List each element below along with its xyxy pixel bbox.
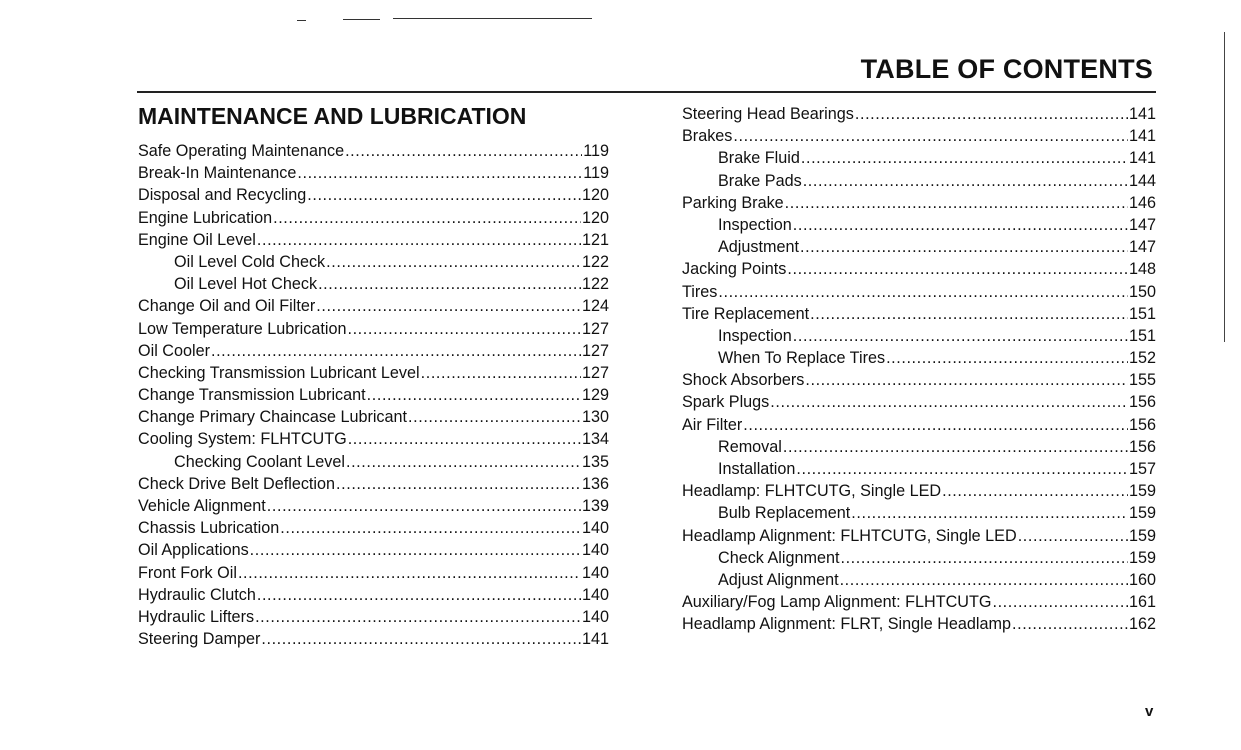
toc-entry[interactable] xyxy=(138,273,609,295)
toc-entry-page: 127 xyxy=(581,319,609,338)
dot-leader xyxy=(992,591,1128,613)
toc-entry[interactable] xyxy=(138,517,609,539)
scan-artifact-line xyxy=(297,20,306,21)
dot-leader xyxy=(796,458,1128,480)
toc-entry-label: Front Fork Oil xyxy=(138,563,237,582)
toc-entry-page: 162 xyxy=(1128,615,1156,634)
toc-entry[interactable] xyxy=(138,384,609,406)
toc-entry-label: Spark Plugs xyxy=(682,393,770,412)
toc-entry-label: Headlamp: FLHTCUTG, Single LED xyxy=(682,482,942,501)
toc-entry-page: 119 xyxy=(583,164,609,183)
toc-entry-label: Vehicle Alignment xyxy=(138,497,266,515)
toc-entry-page: 152 xyxy=(1128,349,1156,368)
dot-leader xyxy=(408,406,581,428)
toc-entry-label: Headlamp Alignment: FLHTCUTG, Single LED xyxy=(682,526,1017,545)
toc-entry-label: Oil Cooler xyxy=(138,341,210,360)
toc-entry[interactable] xyxy=(682,591,1156,613)
toc-entry[interactable] xyxy=(682,125,1156,147)
toc-entry-page: 156 xyxy=(1128,437,1156,456)
toc-entry[interactable] xyxy=(682,613,1156,635)
toc-entry-label: Adjustment xyxy=(718,238,799,257)
toc-entry[interactable] xyxy=(682,480,1156,502)
toc-entry-label: Disposal and Recycling xyxy=(138,186,307,205)
dot-leader xyxy=(793,214,1128,236)
dot-leader xyxy=(855,103,1128,125)
toc-entry[interactable] xyxy=(138,362,609,384)
dot-leader xyxy=(267,495,581,517)
toc-entry[interactable] xyxy=(138,318,609,340)
dot-leader xyxy=(347,318,581,340)
dot-leader xyxy=(787,258,1128,280)
toc-entry[interactable] xyxy=(138,406,609,428)
toc-entry-label: Installation xyxy=(718,460,796,478)
toc-entry-page: 144 xyxy=(1128,171,1156,190)
toc-entry[interactable] xyxy=(682,170,1156,192)
dot-leader xyxy=(318,273,581,295)
toc-entry[interactable] xyxy=(138,473,609,495)
toc-entry-page: 119 xyxy=(583,142,609,160)
toc-entry[interactable] xyxy=(682,236,1156,258)
toc-entry-label: Hydraulic Clutch xyxy=(138,585,256,604)
dot-leader xyxy=(840,569,1128,591)
dot-leader xyxy=(785,192,1128,214)
toc-entry[interactable] xyxy=(138,495,609,517)
toc-entry-page: 140 xyxy=(581,585,609,604)
toc-entry-page: 140 xyxy=(581,541,609,560)
toc-entry[interactable] xyxy=(138,606,609,628)
dot-leader xyxy=(805,369,1128,391)
toc-entry-label: Oil Level Cold Check xyxy=(174,252,326,271)
toc-entry[interactable] xyxy=(138,162,609,184)
toc-entry[interactable] xyxy=(138,207,609,229)
toc-entry-label: Cooling System: FLHTCUTG xyxy=(138,430,347,449)
dot-leader xyxy=(942,480,1128,502)
toc-entry[interactable] xyxy=(682,147,1156,169)
toc-entry-label: Change Primary Chaincase Lubricant xyxy=(138,408,408,427)
toc-entry-page: 134 xyxy=(581,430,609,449)
dot-leader xyxy=(297,162,582,184)
section-title: MAINTENANCE AND LUBRICATION xyxy=(138,103,527,129)
toc-entry[interactable] xyxy=(138,428,609,450)
toc-entry-label: Auxiliary/Fog Lamp Alignment: FLHTCUTG xyxy=(682,593,992,612)
toc-left-column xyxy=(138,140,609,650)
dot-leader xyxy=(250,539,581,561)
dot-leader xyxy=(336,473,581,495)
toc-entry-label: Parking Brake xyxy=(682,193,784,212)
toc-entry[interactable] xyxy=(682,502,1156,524)
toc-entry-label: Engine Lubrication xyxy=(138,208,273,227)
toc-entry-page: 160 xyxy=(1128,570,1156,589)
toc-entry-label: Headlamp Alignment: FLRT, Single Headlamp xyxy=(682,615,1012,634)
header-rule xyxy=(137,91,1156,93)
toc-entry-label: Change Oil and Oil Filter xyxy=(138,297,316,316)
dot-leader xyxy=(803,170,1128,192)
toc-entry-page: 140 xyxy=(581,563,609,582)
toc-entry[interactable] xyxy=(138,184,609,206)
toc-entry[interactable] xyxy=(682,414,1156,436)
toc-entry-page: 159 xyxy=(1128,504,1156,523)
toc-entry-label: Steering Damper xyxy=(138,630,261,649)
dot-leader xyxy=(280,517,581,539)
toc-entry[interactable] xyxy=(682,303,1156,325)
toc-entry-page: 129 xyxy=(581,386,609,405)
toc-entry[interactable] xyxy=(682,214,1156,236)
toc-entry[interactable] xyxy=(682,325,1156,347)
toc-entry-label: Brake Pads xyxy=(718,171,802,190)
toc-entry-page: 141 xyxy=(581,630,609,649)
dot-leader xyxy=(316,295,581,317)
dot-leader xyxy=(718,281,1128,303)
toc-entry-page: 135 xyxy=(581,452,609,471)
page-number: v xyxy=(1145,703,1154,720)
dot-leader xyxy=(770,391,1128,413)
toc-entry-label: Oil Applications xyxy=(138,541,249,560)
dot-leader xyxy=(307,184,581,206)
toc-entry[interactable] xyxy=(682,436,1156,458)
toc-entry[interactable] xyxy=(682,391,1156,413)
toc-entry-page: 161 xyxy=(1128,593,1156,612)
toc-entry-label: Brake Fluid xyxy=(718,149,800,168)
page-edge-line xyxy=(1224,32,1225,342)
dot-leader xyxy=(348,428,581,450)
scan-artifact-line xyxy=(343,19,380,20)
toc-entry-label: Adjust Alignment xyxy=(718,570,839,589)
toc-entry[interactable] xyxy=(682,192,1156,214)
toc-entry[interactable] xyxy=(138,140,609,162)
toc-entry-label: Inspection xyxy=(718,326,792,345)
toc-entry-label: Inspection xyxy=(718,215,792,234)
toc-entry[interactable] xyxy=(682,281,1156,303)
toc-entry-label: Engine Oil Level xyxy=(138,230,256,249)
dot-leader xyxy=(800,236,1128,258)
dot-leader xyxy=(1012,613,1128,635)
dot-leader xyxy=(851,502,1128,524)
toc-entry-page: 141 xyxy=(1128,149,1156,168)
toc-entry[interactable] xyxy=(138,539,609,561)
dot-leader xyxy=(1018,525,1128,547)
toc-entry-page: 159 xyxy=(1128,526,1156,545)
toc-entry[interactable] xyxy=(138,562,609,584)
toc-entry-label: Shock Absorbers xyxy=(682,371,805,390)
dot-leader xyxy=(346,451,581,473)
toc-entry[interactable] xyxy=(138,584,609,606)
toc-entry[interactable] xyxy=(682,569,1156,591)
toc-entry-page: 159 xyxy=(1128,482,1156,501)
toc-entry-page: 141 xyxy=(1128,127,1156,146)
toc-entry-label: Check Alignment xyxy=(718,548,840,567)
dot-leader xyxy=(261,628,581,650)
dot-leader xyxy=(273,207,581,229)
toc-entry[interactable] xyxy=(138,451,609,473)
toc-entry-page: 159 xyxy=(1128,548,1156,567)
toc-entry-page: 120 xyxy=(581,186,609,205)
toc-entry-label: Air Filter xyxy=(682,415,743,434)
toc-entry-page: 151 xyxy=(1128,326,1156,345)
scan-artifact-line xyxy=(393,18,592,19)
dot-leader xyxy=(783,436,1128,458)
dot-leader xyxy=(367,384,581,406)
dot-leader xyxy=(840,547,1128,569)
toc-entry-label: Low Temperature Lubrication xyxy=(138,319,347,338)
toc-entry-page: 122 xyxy=(581,275,609,294)
toc-entry[interactable] xyxy=(682,258,1156,280)
toc-entry-page: 120 xyxy=(581,208,609,227)
toc-entry-page: 156 xyxy=(1128,393,1156,412)
toc-entry[interactable] xyxy=(682,547,1156,569)
toc-entry-label: Tire Replacement xyxy=(682,304,810,323)
toc-entry-page: 140 xyxy=(581,519,609,538)
toc-entry-page: 122 xyxy=(581,252,609,271)
toc-entry-page: 146 xyxy=(1128,193,1156,212)
dot-leader xyxy=(886,347,1128,369)
toc-entry-page: 150 xyxy=(1128,282,1156,301)
toc-entry-page: 140 xyxy=(581,607,609,626)
dot-leader xyxy=(793,325,1128,347)
toc-entry-label: Checking Coolant Level xyxy=(174,452,345,471)
toc-entry-label: Check Drive Belt Deflection xyxy=(138,474,336,493)
toc-entry-page: 151 xyxy=(1128,304,1156,323)
toc-entry-page: 147 xyxy=(1128,215,1156,234)
toc-entry-page: 121 xyxy=(581,230,609,249)
toc-entry-label: Removal xyxy=(718,437,782,456)
toc-entry-label: Safe Operating Maintenance xyxy=(138,142,345,160)
dot-leader xyxy=(257,584,581,606)
dot-leader xyxy=(238,562,581,584)
page-title: TABLE OF CONTENTS xyxy=(860,54,1153,84)
toc-entry-label: When To Replace Tires xyxy=(718,349,886,368)
toc-entry-page: 127 xyxy=(581,341,609,360)
toc-entry[interactable] xyxy=(138,251,609,273)
dot-leader xyxy=(421,362,581,384)
toc-entry-page: 155 xyxy=(1128,371,1156,390)
toc-entry[interactable] xyxy=(138,628,609,650)
toc-entry[interactable] xyxy=(138,229,609,251)
toc-entry-label: Change Transmission Lubricant xyxy=(138,386,366,405)
toc-entry-page: 124 xyxy=(581,297,609,316)
dot-leader xyxy=(255,606,581,628)
toc-entry[interactable] xyxy=(682,347,1156,369)
toc-entry-label: Bulb Replacement xyxy=(718,504,851,523)
dot-leader xyxy=(326,251,581,273)
toc-entry-page: 139 xyxy=(581,497,609,515)
dot-leader xyxy=(801,147,1128,169)
dot-leader xyxy=(733,125,1128,147)
toc-entry-label: Brakes xyxy=(682,127,733,146)
toc-entry-label: Chassis Lubrication xyxy=(138,519,280,538)
dot-leader xyxy=(345,140,582,162)
toc-entry[interactable] xyxy=(682,525,1156,547)
toc-entry-label: Steering Head Bearings xyxy=(682,105,854,123)
toc-entry-page: 157 xyxy=(1128,460,1156,478)
dot-leader xyxy=(810,303,1128,325)
toc-entry[interactable] xyxy=(682,458,1156,480)
dot-leader xyxy=(211,340,581,362)
toc-entry[interactable] xyxy=(138,340,609,362)
toc-entry-label: Break-In Maintenance xyxy=(138,164,297,183)
toc-entry[interactable] xyxy=(138,295,609,317)
toc-entry-page: 141 xyxy=(1128,105,1156,123)
toc-entry-label: Hydraulic Lifters xyxy=(138,607,255,626)
toc-entry-page: 148 xyxy=(1128,260,1156,279)
dot-leader xyxy=(743,414,1128,436)
toc-entry[interactable] xyxy=(682,103,1156,125)
toc-entry-page: 136 xyxy=(581,474,609,493)
toc-entry-page: 130 xyxy=(581,408,609,427)
toc-entry-label: Checking Transmission Lubricant Level xyxy=(138,363,420,382)
toc-entry-page: 147 xyxy=(1128,238,1156,257)
toc-entry-page: 156 xyxy=(1128,415,1156,434)
toc-entry-label: Oil Level Hot Check xyxy=(174,275,318,294)
toc-entry-page: 127 xyxy=(581,363,609,382)
toc-entry-label: Jacking Points xyxy=(682,260,787,279)
toc-right-column xyxy=(682,103,1156,636)
toc-entry[interactable] xyxy=(682,369,1156,391)
dot-leader xyxy=(257,229,581,251)
toc-entry-label: Tires xyxy=(682,282,718,301)
